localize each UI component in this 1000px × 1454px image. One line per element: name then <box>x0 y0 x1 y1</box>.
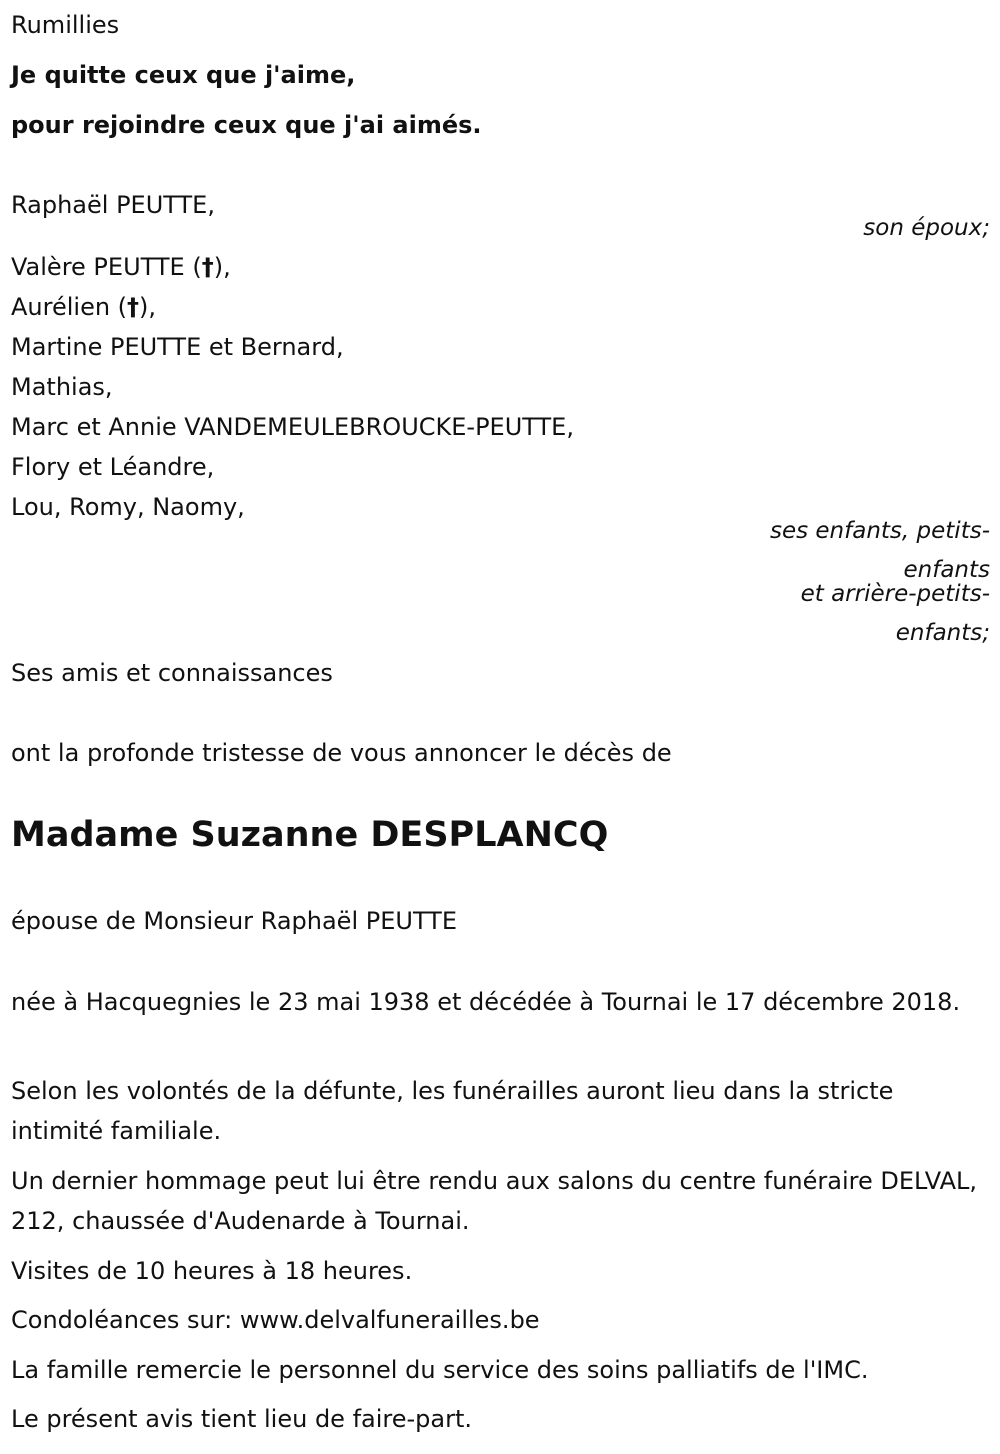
children-relation-line: enfants <box>903 557 990 583</box>
member-suffix: , <box>148 293 157 321</box>
spouse-name: Raphaël PEUTTE, <box>11 191 215 219</box>
children-relation-line: enfants; <box>895 620 990 646</box>
member-suffix: , <box>223 253 231 281</box>
member-name: Aurélien <box>11 293 111 321</box>
family-member: Mathias, <box>11 373 113 401</box>
funeral-text: Selon les volontés de la défunte, les funérailles auront lieu dans la stricte intimité familiale. <box>11 1077 894 1145</box>
quote-line-1: Je quitte ceux que j'aime, <box>11 61 356 89</box>
member-name: Valère PEUTTE <box>11 253 185 281</box>
children-relation-line: ses enfants, petits- <box>769 518 990 544</box>
family-member: Marc et Annie VANDEMEULEBROUCKE-PEUTTE, <box>11 413 574 441</box>
family-member: Aurélien (†), <box>11 293 157 321</box>
friends-text: Ses amis et connaissances <box>11 659 333 687</box>
location-text: Rumillies <box>11 11 120 39</box>
spouse-of-text: épouse de Monsieur Raphaël PEUTTE <box>11 907 458 935</box>
spouse-relation: son époux; <box>863 215 990 241</box>
thanks-text: La famille remercie le personnel du service des soins palliatifs de l'IMC. <box>11 1356 869 1384</box>
notice-text: Le présent avis tient lieu de faire-part. <box>11 1405 473 1433</box>
family-member: Flory et Léandre, <box>11 453 215 481</box>
deceased-name: Madame Suzanne DESPLANCQ <box>11 815 609 855</box>
family-member: Lou, Romy, Naomy, <box>11 493 245 521</box>
family-member: Martine PEUTTE et Bernard, <box>11 333 344 361</box>
announcement-text: ont la profonde tristesse de vous annoncer le décès de <box>11 739 672 767</box>
tribute-text: Un dernier hommage peut lui être rendu aux salons du centre funéraire DELVAL, 212, chaussée d'Audenarde à Tournai. <box>11 1167 978 1235</box>
children-relation-line: et arrière-petits- <box>800 581 990 607</box>
family-member: Valère PEUTTE (†), <box>11 253 231 281</box>
visits-text: Visites de 10 heures à 18 heures. <box>11 1257 413 1285</box>
birth-death-text: née à Hacquegnies le 23 mai 1938 et décédée à Tournai le 17 décembre 2018. <box>11 988 961 1016</box>
condolences-text: Condoléances sur: www.delvalfunerailles.be <box>11 1306 540 1334</box>
cross-icon: † <box>127 293 140 321</box>
quote-line-2: pour rejoindre ceux que j'ai aimés. <box>11 111 482 139</box>
cross-icon: † <box>201 253 214 281</box>
